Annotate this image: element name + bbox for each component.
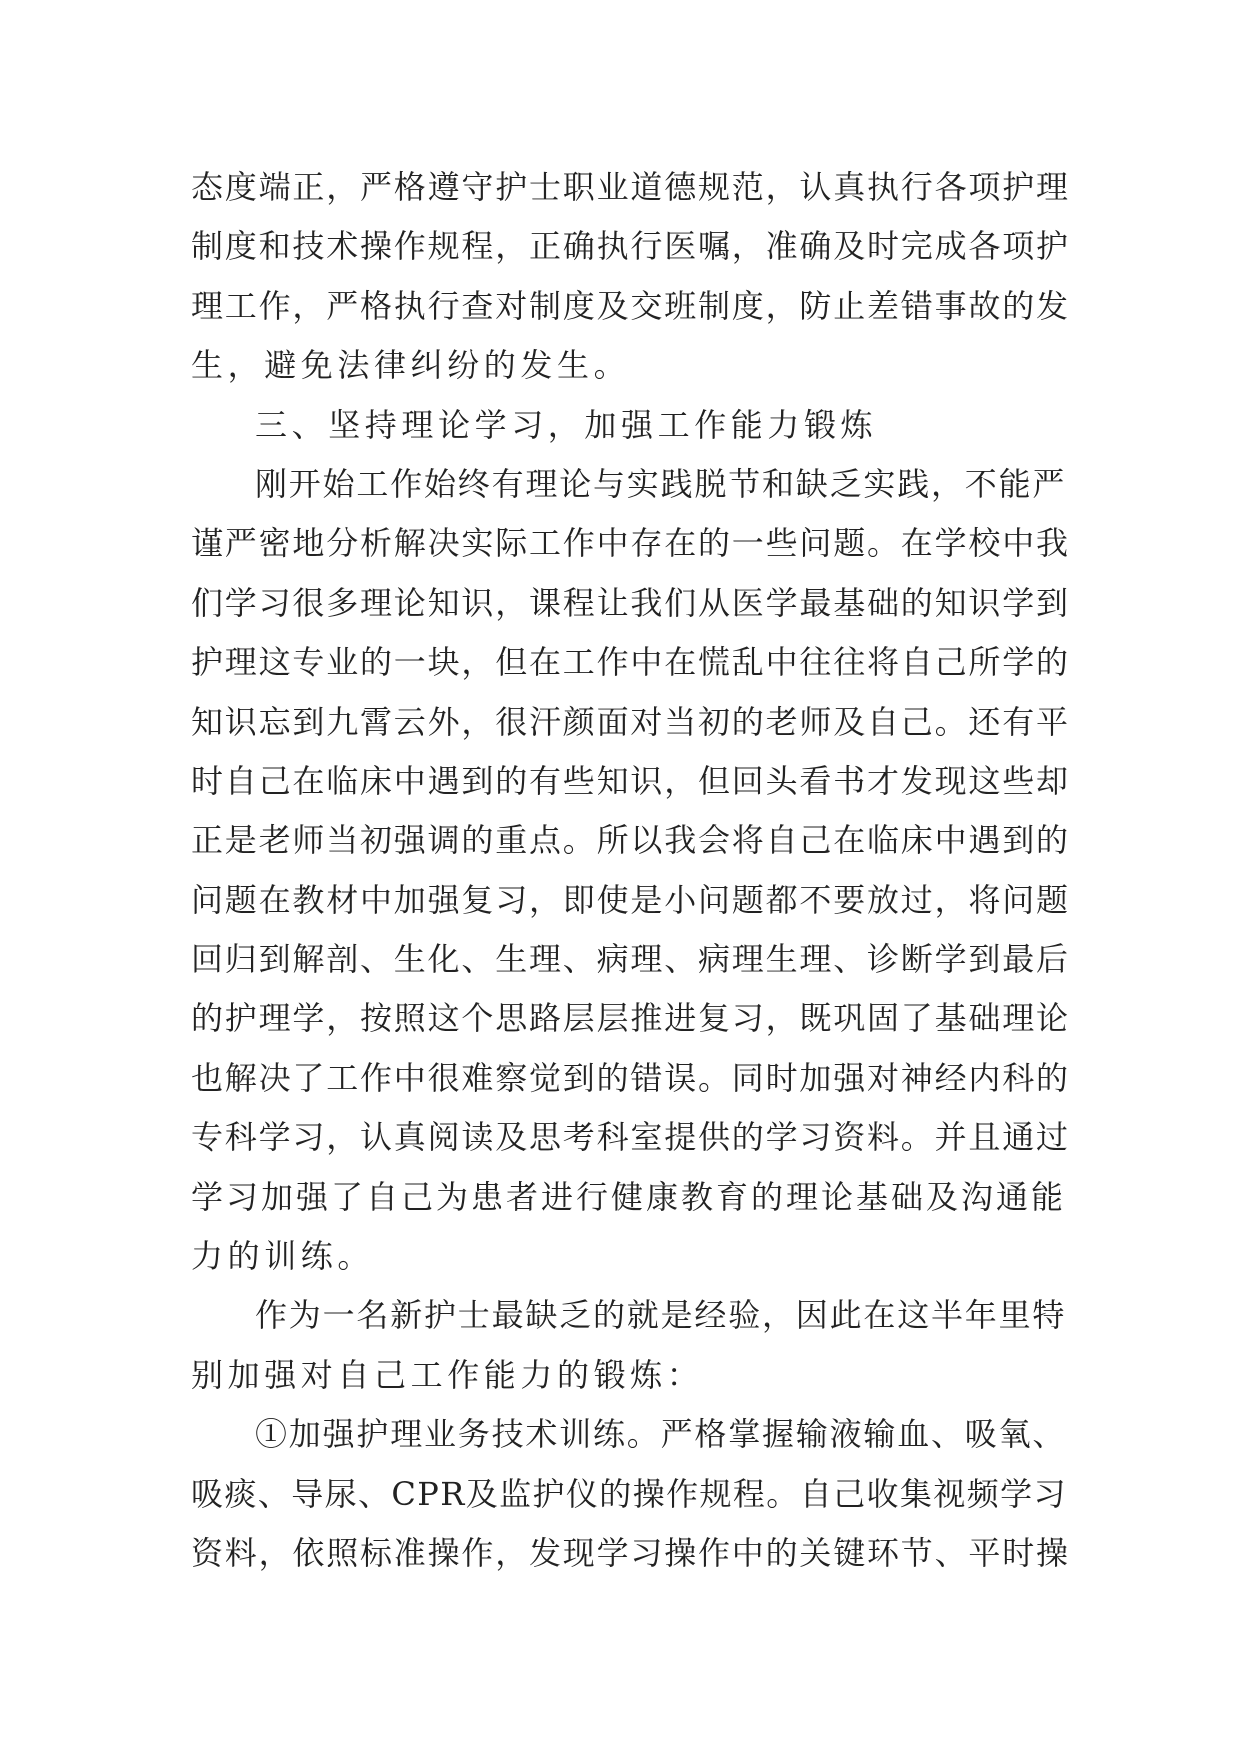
text-line: 们学习很多理论知识，课程让我们从医学最基础的知识学到 <box>191 583 1070 622</box>
text-line: 制度和技术操作规程，正确执行医嘱，准确及时完成各项护 <box>191 227 1070 266</box>
text-line: 知识忘到九霄云外，很汗颜面对当初的老师及自己。还有平 <box>191 702 1070 741</box>
text-line: 别加强对自己工作能力的锻炼： <box>191 1355 704 1394</box>
text-line: ①加强护理业务技术训练。严格掌握输液输血、吸氧、 <box>255 1415 1067 1454</box>
text-line: 学习加强了自己为患者进行健康教育的理论基础及沟通能 <box>191 1177 1067 1216</box>
text-line: 吸痰、导尿、CPR及监护仪的操作规程。自己收集视频学习 <box>191 1474 1067 1513</box>
text-line: 时自己在临床中遇到的有些知识，但回头看书才发现这些却 <box>191 761 1070 800</box>
text-line: 谨严密地分析解决实际工作中存在的一些问题。在学校中我 <box>191 524 1070 563</box>
text-line: 的护理学，按照这个思路层层推进复习，既巩固了基础理论 <box>191 999 1070 1038</box>
text-line: 力的训练。 <box>191 1237 375 1276</box>
text-line: 回归到解剖、生化、生理、病理、病理生理、诊断学到最后 <box>191 940 1070 979</box>
text-line: 理工作，严格执行查对制度及交班制度，防止差错事故的发 <box>191 286 1070 325</box>
text-line: 态度端正，严格遵守护士职业道德规范，认真执行各项护理 <box>191 168 1070 206</box>
text-line: 专科学习，认真阅读及思考科室提供的学习资料。并且通过 <box>191 1118 1070 1157</box>
text-line: 问题在教材中加强复习，即使是小问题都不要放过，将问题 <box>191 880 1070 919</box>
text-line: 资料，依照标准操作，发现学习操作中的关键环节、平时操 <box>191 1533 1070 1572</box>
text-line: 也解决了工作中很难察觉到的错误。同时加强对神经内科的 <box>191 1058 1070 1097</box>
text-line: 作为一名新护士最缺乏的就是经验，因此在这半年里特 <box>255 1296 1067 1335</box>
text-line: 三、坚持理论学习，加强工作能力锻炼 <box>255 405 878 444</box>
text-line: 护理这专业的一块，但在工作中在慌乱中往往将自己所学的 <box>191 643 1070 682</box>
text-line: 刚开始工作始终有理论与实践脱节和缺乏实践，不能严 <box>255 464 1067 503</box>
document-body <box>191 158 1070 1583</box>
text-line: 正是老师当初强调的重点。所以我会将自己在临床中遇到的 <box>191 821 1070 860</box>
text-line: 生，避免法律纠纷的发生。 <box>191 346 631 385</box>
